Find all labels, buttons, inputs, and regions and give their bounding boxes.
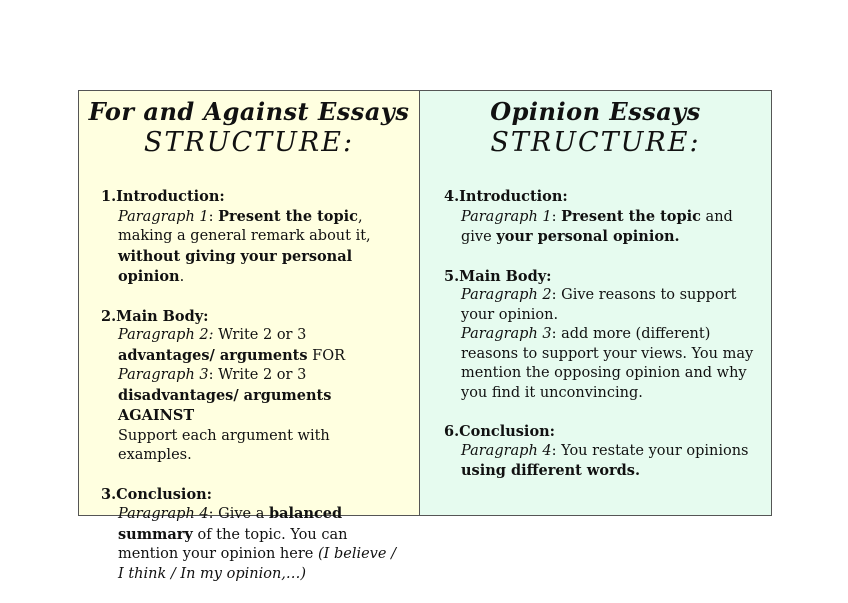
- opinion-conclusion: [444, 422, 757, 482]
- paragraph-label: Paragraph 3: [461, 326, 552, 342]
- paragraph-label: Paragraph 1: [118, 208, 209, 225]
- paragraph-text: [444, 286, 757, 325]
- text-run-bold: your personal opinion.: [496, 228, 680, 245]
- for-against-conclusion: [101, 485, 405, 585]
- section-title: 3.Conclusion:: [101, 485, 213, 503]
- text-run-bold: balanced summary: [118, 505, 343, 543]
- text-run: : Give a: [208, 506, 269, 522]
- section-title: 4.Introduction:: [444, 188, 568, 205]
- text-run: : Write 2 or 3: [208, 367, 307, 383]
- text-run: Write 2 or 3: [213, 327, 307, 343]
- text-run: :: [208, 208, 219, 225]
- text-run-bold: Present the topic: [218, 207, 358, 225]
- text-run: .: [179, 269, 185, 285]
- text-run: : Give reasons to support your opinion.: [461, 287, 737, 323]
- section-title: 6.Conclusion:: [444, 423, 556, 440]
- opinion-main-body: [444, 267, 757, 404]
- text-run-bold: disadvantages/ arguments AGAINST: [118, 386, 332, 424]
- paragraph-text: [444, 442, 757, 482]
- for-against-heading: For and Against Essays: [88, 97, 410, 126]
- text-run-bold: without giving your personal opinion: [118, 247, 353, 285]
- text-run-bold: advantages/ arguments: [118, 346, 308, 364]
- paragraph-label: Paragraph 2: [461, 287, 552, 303]
- paragraph-text: [444, 325, 757, 403]
- section-title: 5.Main Body:: [444, 267, 552, 285]
- text-run-bold: using different words.: [461, 462, 641, 479]
- text-run-italic: (I believe / I think / In my opinion,…): [118, 546, 396, 582]
- for-against-main-body: [101, 307, 405, 466]
- opinion-column: [420, 91, 771, 515]
- text-run: and give: [461, 208, 733, 245]
- paragraph-text: [101, 366, 405, 427]
- section-title: 1.Introduction:: [101, 188, 225, 205]
- essay-structure-table: [78, 90, 772, 582]
- paragraph-label: Paragraph 1: [461, 208, 552, 225]
- paragraph-text: [101, 326, 405, 366]
- paragraph-label: Paragraph 4: [461, 442, 552, 459]
- paragraph-text: [101, 504, 405, 584]
- paragraph-label: Paragraph 4: [118, 506, 209, 522]
- opinion-structure-heading: STRUCTURE:: [490, 127, 701, 158]
- for-against-structure-heading: STRUCTURE:: [143, 127, 355, 158]
- paragraph-text: [101, 207, 405, 288]
- opinion-introduction: [444, 187, 757, 248]
- text-run: of the topic. You can mention your opinion here: [118, 526, 348, 562]
- text-run-bold: Present the topic: [561, 207, 701, 225]
- text-run: : add more (different) reasons to support your views. You may mention the opposing opinion and why you find it unconvincing.: [461, 326, 754, 401]
- opinion-heading: Opinion Essays: [490, 97, 701, 126]
- for-against-body: [101, 187, 405, 603]
- paragraph-text: [444, 207, 757, 248]
- text-run: : You restate your opinions: [551, 442, 749, 459]
- text-run: , making a general remark about it,: [118, 208, 371, 244]
- for-against-introduction: [101, 187, 405, 288]
- paragraph-label: Paragraph 3: [118, 367, 209, 383]
- text-run: FOR: [307, 347, 346, 364]
- support-text: Support each argument with examples.: [118, 427, 330, 463]
- for-against-column: [79, 91, 420, 582]
- paragraph-label: Paragraph 2:: [118, 327, 214, 343]
- opinion-body: [444, 187, 757, 501]
- text-run: :: [551, 208, 562, 225]
- section-title: 2.Main Body:: [101, 307, 209, 325]
